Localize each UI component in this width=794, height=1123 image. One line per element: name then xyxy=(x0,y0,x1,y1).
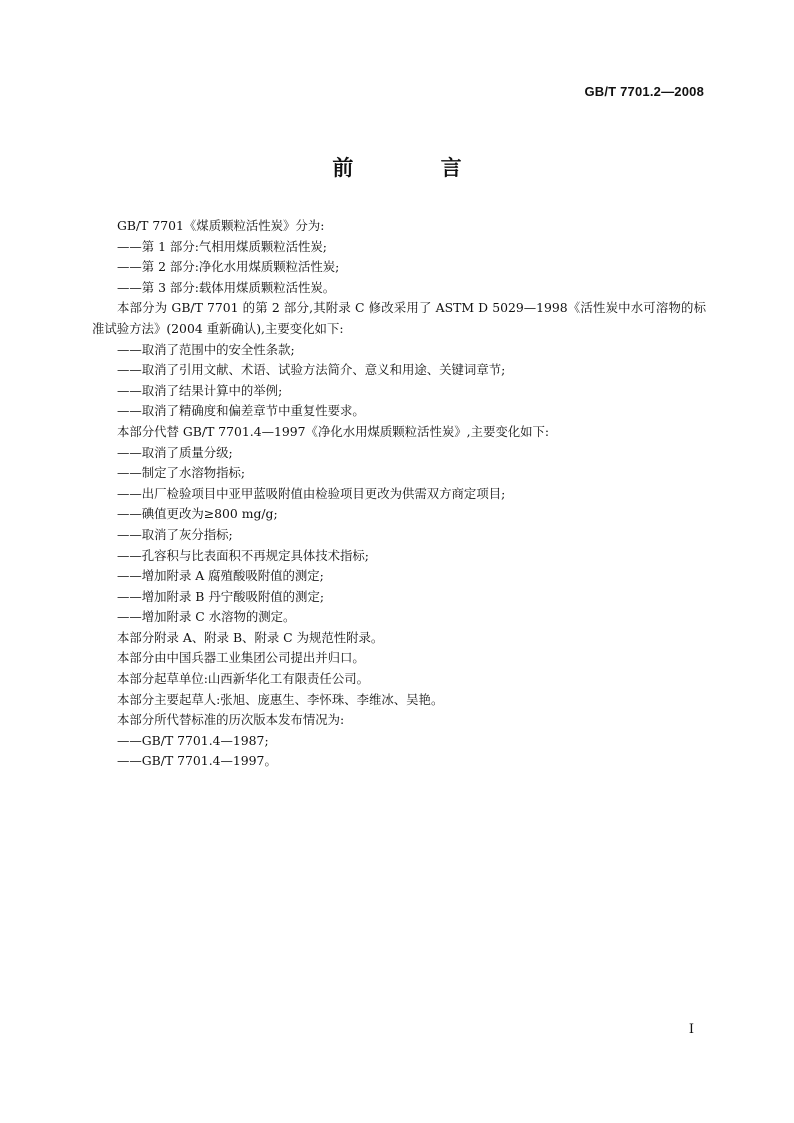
list-item: ——碘值更改为≥800 mg/g; xyxy=(117,506,278,522)
page-number: I xyxy=(688,1022,694,1037)
list-item: ——取消了灰分指标; xyxy=(117,526,233,542)
list-item: ——取消了质量分级; xyxy=(117,444,233,460)
list-item: ——取消了结果计算中的举例; xyxy=(117,382,283,398)
paragraph: 本部分由中国兵器工业集团公司提出并归口。 xyxy=(117,650,365,666)
paragraph: 本部分起草单位:山西新华化工有限责任公司。 xyxy=(117,671,369,687)
list-item: ——制定了水溶物指标; xyxy=(117,465,246,481)
list-item: ——增加附录 B 丹宁酸吸附值的测定; xyxy=(117,588,325,604)
paragraph: 本部分附录 A、附录 B、附录 C 为规范性附录。 xyxy=(117,629,384,645)
paragraph: 本部分为 GB/T 7701 的第 2 部分,其附录 C 修改采用了 ASTM D 5029—1998《活性炭中水可溶物的标准试验方法》(2004 重新确认),主要变化如下: xyxy=(92,300,706,336)
list-item: ——孔容积与比表面积不再规定具体技术指标; xyxy=(117,547,369,563)
paragraph: 本部分代替 GB/T 7701.4—1997《净化水用煤质颗粒活性炭》,主要变化如下: xyxy=(117,423,550,439)
list-item: ——取消了引用文献、术语、试验方法简介、意义和用途、关键词章节; xyxy=(117,362,506,378)
list-item: ——第 1 部分:气相用煤质颗粒活性炭; xyxy=(117,238,327,254)
paragraph: 本部分主要起草人:张旭、庞惠生、李怀珠、李维冰、吴艳。 xyxy=(117,691,444,707)
list-item: ——第 2 部分:净化水用煤质颗粒活性炭; xyxy=(117,259,340,275)
list-item: ——出厂检验项目中亚甲蓝吸附值由检验项目更改为供需双方商定项目; xyxy=(117,485,506,501)
list-item: ——增加附录 C 水溶物的测定。 xyxy=(117,609,296,625)
list-item: ——GB/T 7701.4—1987; xyxy=(117,732,269,748)
page-title: 前 言 xyxy=(332,156,502,180)
list-item: ——增加附录 A 腐殖酸吸附值的测定; xyxy=(117,568,324,584)
list-item: ——GB/T 7701.4—1997。 xyxy=(117,753,277,769)
paragraph: GB/T 7701《煤质颗粒活性炭》分为: xyxy=(117,218,325,233)
list-item: ——取消了范围中的安全性条款; xyxy=(117,341,295,357)
document-body xyxy=(92,216,706,772)
paragraph: 本部分所代替标准的历次版本发布情况为: xyxy=(117,712,345,728)
list-item: ——取消了精确度和偏差章节中重复性要求。 xyxy=(117,403,365,419)
standard-code: GB/T 7701.2—2008 xyxy=(584,84,704,99)
list-item: ——第 3 部分:载体用煤质颗粒活性炭。 xyxy=(117,279,336,295)
